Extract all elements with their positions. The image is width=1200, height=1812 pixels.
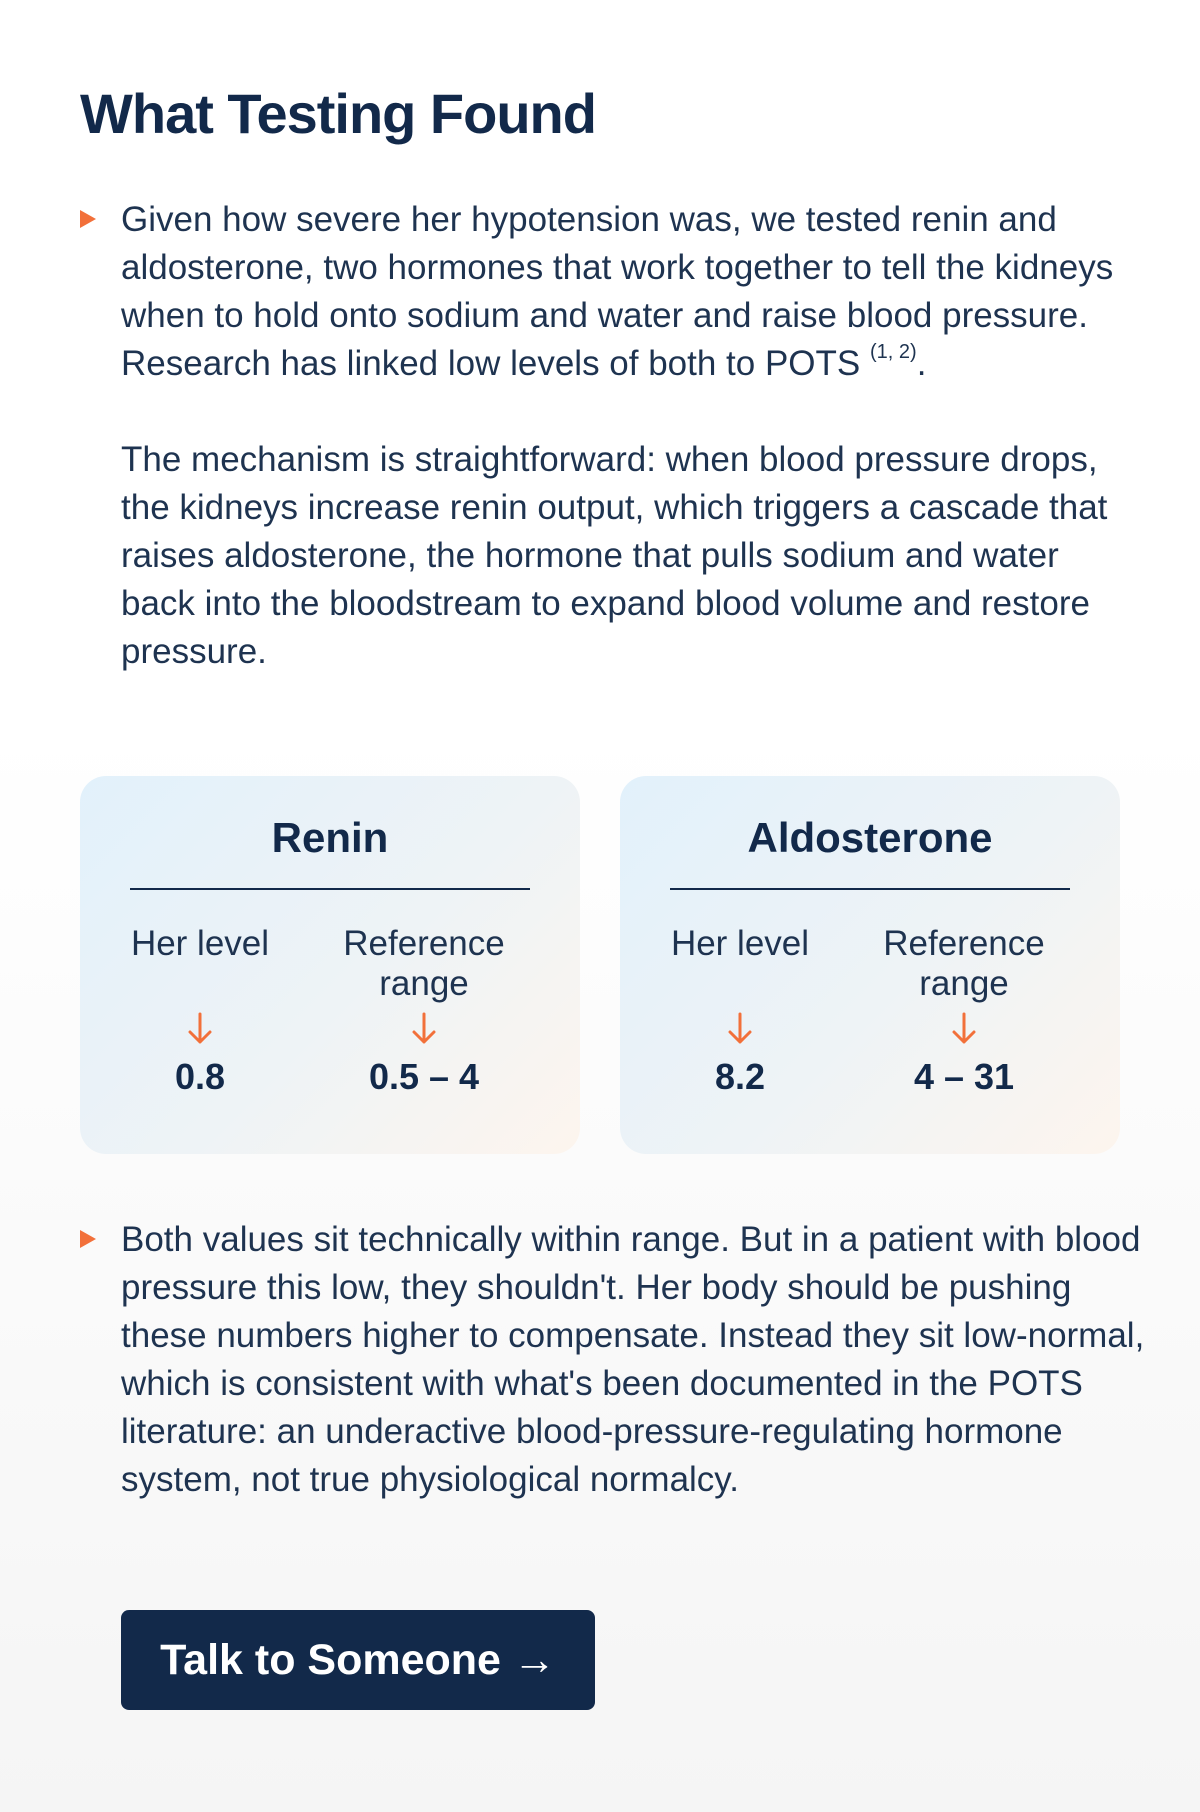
reference-range-column — [314, 924, 534, 1098]
reference-range-label: Reference range — [343, 924, 505, 1003]
hormone-cards — [80, 776, 1120, 1154]
page — [80, 78, 1145, 1684]
intro-paragraph-text: Given how severe her hypotension was, we tested renin and aldosterone, two hormones that work together to tell the kidneys when to hold onto sodium and water and raise blood pressure. Research has linked low levels of both to POTS — [121, 200, 1114, 383]
arrow-down-icon — [314, 1012, 534, 1052]
arrow-down-icon — [630, 1012, 850, 1052]
triangle-bullet-icon — [80, 1230, 96, 1248]
page-title: What Testing Found — [80, 82, 596, 145]
card-divider — [130, 888, 530, 890]
her-level-column — [90, 924, 310, 1098]
citation-refs[interactable]: (1, 2) — [870, 341, 917, 364]
card-divider — [670, 888, 1070, 890]
her-level-column — [630, 924, 850, 1098]
intro-paragraph — [121, 196, 1120, 388]
arrow-down-icon — [90, 1012, 310, 1052]
talk-to-someone-button[interactable]: Talk to Someone → — [121, 1610, 595, 1710]
reference-range-column — [854, 924, 1074, 1098]
intro-section — [80, 196, 1120, 676]
mechanism-paragraph: The mechanism is straightforward: when blood pressure drops, the kidneys increase renin output, which triggers a cascade that raises aldosterone, the hormone that pulls sodium and water back into the bloodstream to expand blood volume and restore pressure. — [121, 440, 1108, 671]
card-title: Aldosterone — [747, 814, 993, 861]
her-level-label: Her level — [130, 924, 270, 963]
renin-card — [80, 776, 580, 1154]
her-level-label: Her level — [670, 924, 810, 963]
reference-range-value: 4 – 31 — [913, 1056, 1015, 1097]
conclusion-section — [80, 1216, 1161, 1504]
intro-paragraph-end: . — [916, 344, 927, 383]
her-level-value: 0.8 — [174, 1056, 226, 1097]
card-title: Renin — [271, 814, 389, 861]
aldosterone-card — [620, 776, 1120, 1154]
arrow-down-icon — [854, 1012, 1074, 1052]
reference-range-value: 0.5 – 4 — [368, 1056, 480, 1097]
reference-range-label: Reference range — [883, 924, 1045, 1003]
conclusion-paragraph: Both values sit technically within range. But in a patient with blood pressure this low, they shouldn't. Her body should be pushing these numbers higher to compensate. Instead they sit low-normal, which is consistent with what's been documented in the POTS literature: an underactive blood-pressure-regulating hormone system, not true physiological normalcy. — [121, 1220, 1145, 1499]
triangle-bullet-icon — [80, 210, 96, 228]
her-level-value: 8.2 — [714, 1056, 766, 1097]
